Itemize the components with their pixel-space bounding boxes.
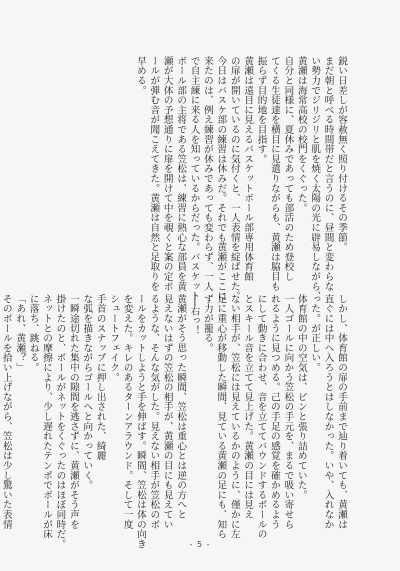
text-line: い勢力でジリジリと肌を焼く太陽の光に辟易しながら、 — [309, 56, 321, 301]
text-line: シュートフェイク。 — [108, 294, 120, 383]
text-line: に落ち、跳ねる。 — [27, 294, 39, 373]
text-line: ──右っ！ — [188, 294, 200, 336]
text-line: 一人ゴールに向かう笠松の手元を、まるで吸い寄せら — [282, 294, 294, 530]
text-line: 足に重心が移動した瞬間、見ている黄瀬の足にも、知ら — [215, 294, 227, 539]
text-line: ない相手が、笠松には見えているかのように、僅かに左 — [228, 294, 240, 539]
text-line: れるように見つめる。己の手足の感覚を確かめるよう — [268, 294, 280, 530]
text-line: てくる生徒達を横目に見遣りながらも、黄瀬は脇目も — [268, 56, 280, 292]
text-line: な弧を描きながらゴールへと向かっていく。 — [81, 294, 93, 490]
text-line: 黄瀬は海常高校の校門をくぐった。 — [295, 56, 307, 213]
text-line: ールが弾む音が聞こえてきた。黄瀬は自然と足取りを — [148, 56, 160, 292]
text-line: 直ぐには中へ入ろうとはしなかった。いや、入れなか — [322, 294, 334, 530]
text-line: ず力が籠る。 — [201, 294, 213, 353]
text-line: の扉が開いているのに気付くと、一人表情を綻ばせた。 — [228, 56, 240, 301]
text-line: 掛けたのと、ボールがネットをくぐったのはほぼ同時だ。 — [54, 294, 66, 549]
text-line: 「あれ、黄瀬？」 — [14, 294, 26, 373]
text-line: るような、そんな気がした。見えない相手が笠松のボ — [148, 294, 160, 530]
upper-text-block — [52, 56, 348, 301]
text-line: しかし、体育館の扉の手前まで辿り着いても、黄瀬は — [336, 294, 347, 530]
text-line: 黄瀬がそう思った瞬間、笠松は重心とは逆の方へと — [175, 294, 187, 520]
text-line: そのボールを拾い上げながら、笠松は少し驚いた表情 — [0, 294, 12, 530]
text-line: った。が正しい。 — [309, 294, 321, 373]
text-line: で自主練に来る人を知っているからだった。バスケット — [188, 56, 200, 301]
page-number: - 5 - — [189, 540, 211, 549]
text-line: 早める。 — [134, 56, 146, 96]
text-line: まだ朝と呼べる時間帯だと言うのに、昼間と変わらな — [322, 56, 334, 292]
lower-text-block — [0, 294, 348, 549]
text-line: 振らず目的地を目指す。 — [255, 56, 267, 164]
text-line: 体育館の中の空気は、ピンと張り詰めていた。 — [295, 294, 307, 500]
text-line: とスキール音を立てて見上げた。黄瀬の目には見え — [242, 294, 254, 520]
text-line: を変えた。キレのあるターンアラウンド。そして一度 — [121, 294, 133, 530]
text-line: 今日はバスケ部の練習は休みだ。それでも黄瀬がここに — [215, 56, 227, 301]
text-line: 見えないはずの笠松の相手が、黄瀬の目にも見えてい — [161, 294, 173, 530]
text-line: 来たのは、例え練習が休みであっても変わらず、一人 — [201, 56, 213, 292]
text-line: ネットとの摩擦により、少し遅れたテンポでボールが床 — [41, 294, 53, 539]
text-line: 手首のスナップに押し出された、綺麗 — [94, 294, 106, 461]
text-line: ールをカットしようと手を伸ばす。瞬間、笠松は体の向き — [134, 294, 146, 549]
text-line: ボール部の主将である笠松は、練習に熱心な部員を黄 — [175, 56, 187, 292]
text-line: 黄瀬は遠目に見えるバスケットボール部専用体育館 — [242, 56, 254, 282]
text-line: にして動きに合わせ、音を立ててバウンドするボールの — [255, 294, 267, 539]
text-line: 一瞬途切れた集中の隙間を逃さずに、黄瀬がそう声を — [67, 294, 79, 530]
text-line: 瀬が大体の予想通りに扉を開けて中を覗くと案の定ボ — [161, 56, 173, 292]
text-line: 自分と同様に、夏休みであっても部活のため登校し — [282, 56, 294, 282]
text-line: 鋭い日差しが容赦無く照り付けるその季節。 — [336, 56, 347, 252]
